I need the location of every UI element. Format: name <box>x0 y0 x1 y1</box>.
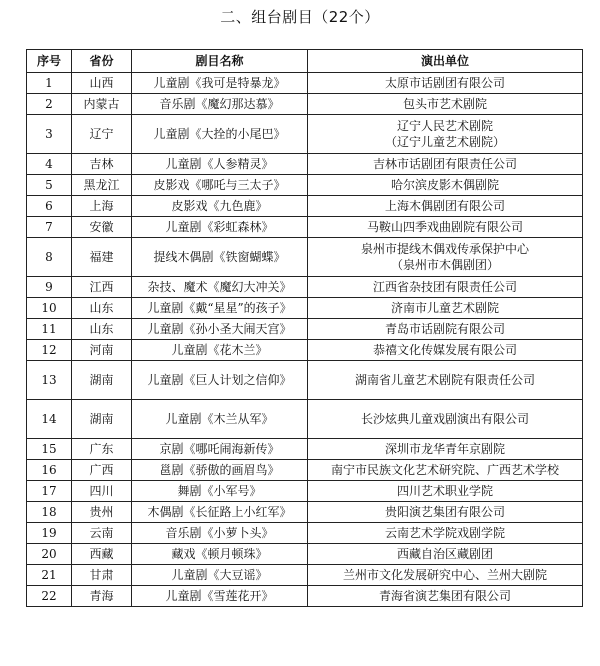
cell-program: 儿童剧《我可是特暴龙》 <box>132 73 308 94</box>
unit-line: 吉林市话剧团有限责任公司 <box>372 157 517 171</box>
cell-no: 3 <box>27 115 72 154</box>
unit-line: 兰州市文化发展研究中心、兰州大剧院 <box>342 568 547 582</box>
cell-no: 13 <box>27 361 72 400</box>
cell-unit <box>308 238 583 277</box>
unit-line: 恭禧文化传媒发展有限公司 <box>372 343 517 357</box>
cell-unit <box>308 586 583 607</box>
cell-province: 贵州 <box>72 502 132 523</box>
cell-unit <box>308 115 583 154</box>
table-row <box>27 586 583 607</box>
cell-program: 儿童剧《木兰从军》 <box>132 400 308 439</box>
cell-program: 提线木偶剧《铁窗蝴蝶》 <box>132 238 308 277</box>
cell-no: 21 <box>27 565 72 586</box>
table-row <box>27 73 583 94</box>
cell-province: 甘肃 <box>72 565 132 586</box>
unit-line: 辽宁人民艺术剧院 <box>396 119 493 133</box>
unit-line: 湖南省儿童艺术剧院有限责任公司 <box>354 373 535 387</box>
cell-unit <box>308 298 583 319</box>
cell-province: 广东 <box>72 439 132 460</box>
unit-line: 长沙炫典儿童戏剧演出有限公司 <box>360 412 529 426</box>
table-row <box>27 361 583 400</box>
cell-program: 儿童剧《花木兰》 <box>132 340 308 361</box>
unit-line: 马鞍山四季戏曲剧院有限公司 <box>366 220 523 234</box>
unit-line: 济南市儿童艺术剧院 <box>390 301 499 315</box>
cell-unit <box>308 481 583 502</box>
cell-program: 儿童剧《人参精灵》 <box>132 154 308 175</box>
cell-unit <box>308 94 583 115</box>
cell-unit <box>308 340 583 361</box>
table-row <box>27 481 583 502</box>
table-body <box>27 73 583 607</box>
unit-line: 四川艺术职业学院 <box>396 484 493 498</box>
cell-unit <box>308 439 583 460</box>
cell-no: 16 <box>27 460 72 481</box>
cell-program: 儿童剧《巨人计划之信仰》 <box>132 361 308 400</box>
cell-no: 6 <box>27 196 72 217</box>
table-row <box>27 238 583 277</box>
cell-unit <box>308 400 583 439</box>
cell-program: 木偶剧《长征路上小红军》 <box>132 502 308 523</box>
cell-program: 皮影戏《哪吒与三太子》 <box>132 175 308 196</box>
table-row <box>27 196 583 217</box>
cell-province: 黑龙江 <box>72 175 132 196</box>
cell-no: 5 <box>27 175 72 196</box>
cell-program: 儿童剧《大拴的小尾巴》 <box>132 115 308 154</box>
cell-no: 15 <box>27 439 72 460</box>
cell-province: 安徽 <box>72 217 132 238</box>
cell-program: 邕剧《骄傲的画眉鸟》 <box>132 460 308 481</box>
unit-line: 泉州市提线木偶戏传承保护中心 <box>360 242 529 256</box>
unit-line: 江西省杂技团有限责任公司 <box>372 280 517 294</box>
cell-no: 11 <box>27 319 72 340</box>
cell-program: 儿童剧《彩虹森林》 <box>132 217 308 238</box>
cell-no: 14 <box>27 400 72 439</box>
cell-program: 儿童剧《大豆谣》 <box>132 565 308 586</box>
cell-program: 杂技、魔术《魔幻大冲关》 <box>132 277 308 298</box>
cell-no: 18 <box>27 502 72 523</box>
cell-unit <box>308 73 583 94</box>
cell-province: 山东 <box>72 319 132 340</box>
cell-program: 音乐剧《小萝卜头》 <box>132 523 308 544</box>
cell-province: 上海 <box>72 196 132 217</box>
unit-line: 西藏自治区藏剧团 <box>396 547 493 561</box>
header-province: 省份 <box>72 50 132 73</box>
cell-unit <box>308 277 583 298</box>
cell-province: 湖南 <box>72 400 132 439</box>
unit-line: 深圳市龙华青年京剧院 <box>384 442 505 456</box>
cell-unit <box>308 319 583 340</box>
cell-program: 京剧《哪吒闹海新传》 <box>132 439 308 460</box>
cell-unit <box>308 502 583 523</box>
unit-line: 上海木偶剧团有限公司 <box>384 199 505 213</box>
table-row <box>27 115 583 154</box>
cell-unit <box>308 361 583 400</box>
cell-province: 吉林 <box>72 154 132 175</box>
cell-program: 儿童剧《戴“星星”的孩子》 <box>132 298 308 319</box>
cell-no: 8 <box>27 238 72 277</box>
cell-province: 湖南 <box>72 361 132 400</box>
table-row <box>27 565 583 586</box>
table-row <box>27 154 583 175</box>
unit-line: （泉州市木偶剧团） <box>390 258 499 272</box>
cell-program: 儿童剧《雪莲花开》 <box>132 586 308 607</box>
cell-province: 辽宁 <box>72 115 132 154</box>
cell-unit <box>308 460 583 481</box>
cell-province: 江西 <box>72 277 132 298</box>
cell-no: 19 <box>27 523 72 544</box>
cell-no: 12 <box>27 340 72 361</box>
table-row <box>27 400 583 439</box>
unit-line: 南宁市民族文化艺术研究院、广西艺术学校 <box>330 463 559 477</box>
unit-line: 青海省演艺集团有限公司 <box>378 589 511 603</box>
cell-no: 22 <box>27 586 72 607</box>
table-row <box>27 175 583 196</box>
table-row <box>27 298 583 319</box>
unit-line: 哈尔滨皮影木偶剧院 <box>390 178 499 192</box>
cell-province: 山东 <box>72 298 132 319</box>
cell-unit <box>308 196 583 217</box>
cell-unit <box>308 565 583 586</box>
cell-no: 1 <box>27 73 72 94</box>
table-row <box>27 544 583 565</box>
cell-province: 云南 <box>72 523 132 544</box>
cell-unit <box>308 544 583 565</box>
table-row <box>27 94 583 115</box>
cell-province: 广西 <box>72 460 132 481</box>
cell-program: 皮影戏《九色鹿》 <box>132 196 308 217</box>
cell-province: 河南 <box>72 340 132 361</box>
cell-no: 10 <box>27 298 72 319</box>
cell-no: 7 <box>27 217 72 238</box>
cell-program: 舞剧《小军号》 <box>132 481 308 502</box>
cell-unit <box>308 523 583 544</box>
table-row <box>27 502 583 523</box>
table-row <box>27 460 583 481</box>
cell-no: 4 <box>27 154 72 175</box>
header-unit: 演出单位 <box>308 50 583 73</box>
unit-line: 太原市话剧团有限公司 <box>384 76 505 90</box>
cell-province: 西藏 <box>72 544 132 565</box>
table-row <box>27 277 583 298</box>
cell-province: 青海 <box>72 586 132 607</box>
cell-unit <box>308 175 583 196</box>
unit-line: 包头市艺术剧院 <box>402 97 487 111</box>
table-header-row <box>27 50 583 73</box>
cell-no: 17 <box>27 481 72 502</box>
cell-program: 儿童剧《孙小圣大闹天宫》 <box>132 319 308 340</box>
table-row <box>27 523 583 544</box>
cell-province: 山西 <box>72 73 132 94</box>
cell-no: 2 <box>27 94 72 115</box>
cell-province: 内蒙古 <box>72 94 132 115</box>
unit-line: （辽宁儿童艺术剧院） <box>384 135 505 149</box>
cell-province: 福建 <box>72 238 132 277</box>
page-title: 二、组台剧目（22个） <box>220 8 380 26</box>
cell-no: 9 <box>27 277 72 298</box>
cell-unit <box>308 217 583 238</box>
header-no: 序号 <box>27 50 72 73</box>
table-row <box>27 340 583 361</box>
cell-unit <box>308 154 583 175</box>
table-row <box>27 439 583 460</box>
cell-no: 20 <box>27 544 72 565</box>
unit-line: 云南艺术学院戏剧学院 <box>384 526 505 540</box>
table-row <box>27 217 583 238</box>
cell-program: 藏戏《顿月顿珠》 <box>132 544 308 565</box>
program-table <box>26 49 583 607</box>
cell-province: 四川 <box>72 481 132 502</box>
unit-line: 贵阳演艺集团有限公司 <box>384 505 505 519</box>
table-row <box>27 319 583 340</box>
unit-line: 青岛市话剧院有限公司 <box>384 322 505 336</box>
header-program: 剧目名称 <box>132 50 308 73</box>
cell-program: 音乐剧《魔幻那达慕》 <box>132 94 308 115</box>
